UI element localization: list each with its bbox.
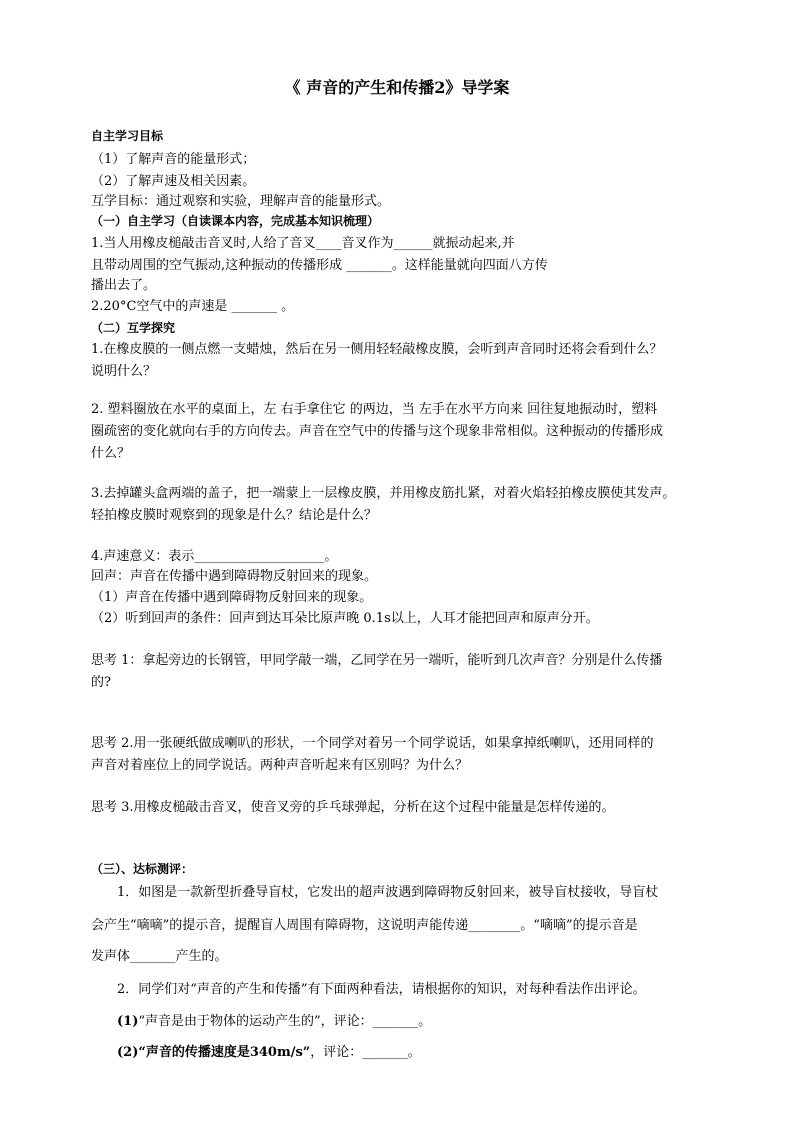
explore-4-line: 4.声速意义：表示____________________。	[91, 549, 338, 564]
explore-1-line-1: 1.在橡皮膜的一侧点燃一支蜡烛，然后在另一侧用轻轻敲橡皮膜，会听到声音同时还将会看到什么？	[91, 342, 663, 357]
goal-1: （1）了解声音的能量形式；	[91, 152, 256, 167]
part3-heading: （三）、达标测评：	[91, 862, 194, 876]
explore-2-line-1: 2. 塑料圈放在水平的桌面上，左 右手拿住它 的两边，当 左手在水平方向来 回往复地振动时，塑料	[91, 402, 658, 417]
test-2-item-a	[117, 1013, 721, 1031]
goal-2: （2）了解声速及相关因素。	[91, 174, 256, 189]
part2-heading: （二）互学探究	[91, 321, 176, 335]
test-2-item-b-rest: ，评论：_______。	[310, 1045, 421, 1060]
question-1-line-2: 且带动周围的空气振动,这种振动的传播形成 _______。这样能量就向四面八方传	[91, 258, 548, 273]
test-2-item-a-number: (1)	[117, 1014, 139, 1029]
think-2-line-1: 思考 2.用一张硬纸做成喇叭的形状，一个同学对着另一个同学说话，如果拿掉纸喇叭，还用同样的	[91, 736, 654, 751]
think-3-line: 思考 3.用橡皮槌敲击音叉，使音叉旁的乒乓球弹起，分析在这个过程中能量是怎样传递的。	[91, 800, 615, 815]
think-1-line-1: 思考 1：拿起旁边的长钢管，甲同学敲一端，乙同学在另一端听，能听到几次声音？分别是什么传播	[91, 653, 663, 668]
test-2-item-b-number: (2)	[117, 1045, 139, 1060]
goals-heading: 自主学习目标	[91, 129, 164, 143]
test-2-item-b	[117, 1044, 721, 1062]
test-2-line: 2．同学们对“声音的产生和传播”有下面两种看法，请根据你的知识，对每种看法作出评论。	[117, 982, 646, 997]
think-2-line-2: 声音对着座位上的同学说话。两种声音听起来有区别吗？为什么？	[91, 758, 469, 773]
test-1-line-3: 发声体_______产生的。	[91, 949, 228, 964]
explore-1-line-2: 说明什么？	[91, 364, 157, 379]
question-1-line-3: 播出去了。	[91, 278, 157, 293]
test-2-item-b-statement: “声音的传播速度是340m/s”	[138, 1045, 311, 1060]
echo-item-1: （1）声音在传播中遇到障碍物反射回来的现象。	[91, 590, 373, 605]
think-1-line-2: 的?	[91, 675, 111, 690]
question-1-line-1: 1.当人用橡皮槌敲击音叉时,人给了音叉____音叉作为______就振动起来,并	[91, 236, 515, 251]
echo-definition: 回声：声音在传播中遇到障碍物反射回来的现象。	[91, 569, 378, 584]
part1-heading: （一）自主学习（自读课本内容，完成基本知识梳理）	[91, 214, 380, 228]
explore-2-line-2: 圈疏密的变化就向右手的方向传去。声音在空气中的传播与这个现象非常相似。这种振动的传播形成	[91, 424, 664, 439]
explore-2-line-3: 什么？	[91, 446, 131, 461]
question-2-line: 2.20°C空气中的声速是 _______ 。	[91, 299, 295, 314]
echo-item-2: （2）听到回声的条件：回声到达耳朵比原声晚 0.1s以上，人耳才能把回声和原声分开。	[91, 611, 599, 626]
test-1-line-2: 会产生“嘀嘀”的提示音，提醒盲人周围有障碍物，这说明声能传递________。“嘀嘀”的提示音是	[91, 918, 638, 933]
test-1-line-1: 1．如图是一款新型折叠导盲杖，它发出的超声波遇到障碍物反射回来，被导盲杖接收，导盲杖	[117, 885, 659, 900]
test-2-item-a-text: “声音是由于物体的运动产生的”，评论：_______。	[138, 1014, 432, 1029]
mutual-goal: 互学目标：通过观察和实验，理解声音的能量形式。	[91, 194, 391, 209]
explore-3-line-1: 3.去掉罐头盒两端的盖子，把一端蒙上一层橡皮膜，并用橡皮筋扎紧，对着火焰轻拍橡皮膜使其发声。	[91, 486, 676, 501]
explore-3-line-2: 轻拍橡皮膜时观察到的现象是什么？结论是什么？	[91, 508, 378, 523]
page-title: 《 声音的产生和传播2》导学案	[284, 78, 510, 97]
